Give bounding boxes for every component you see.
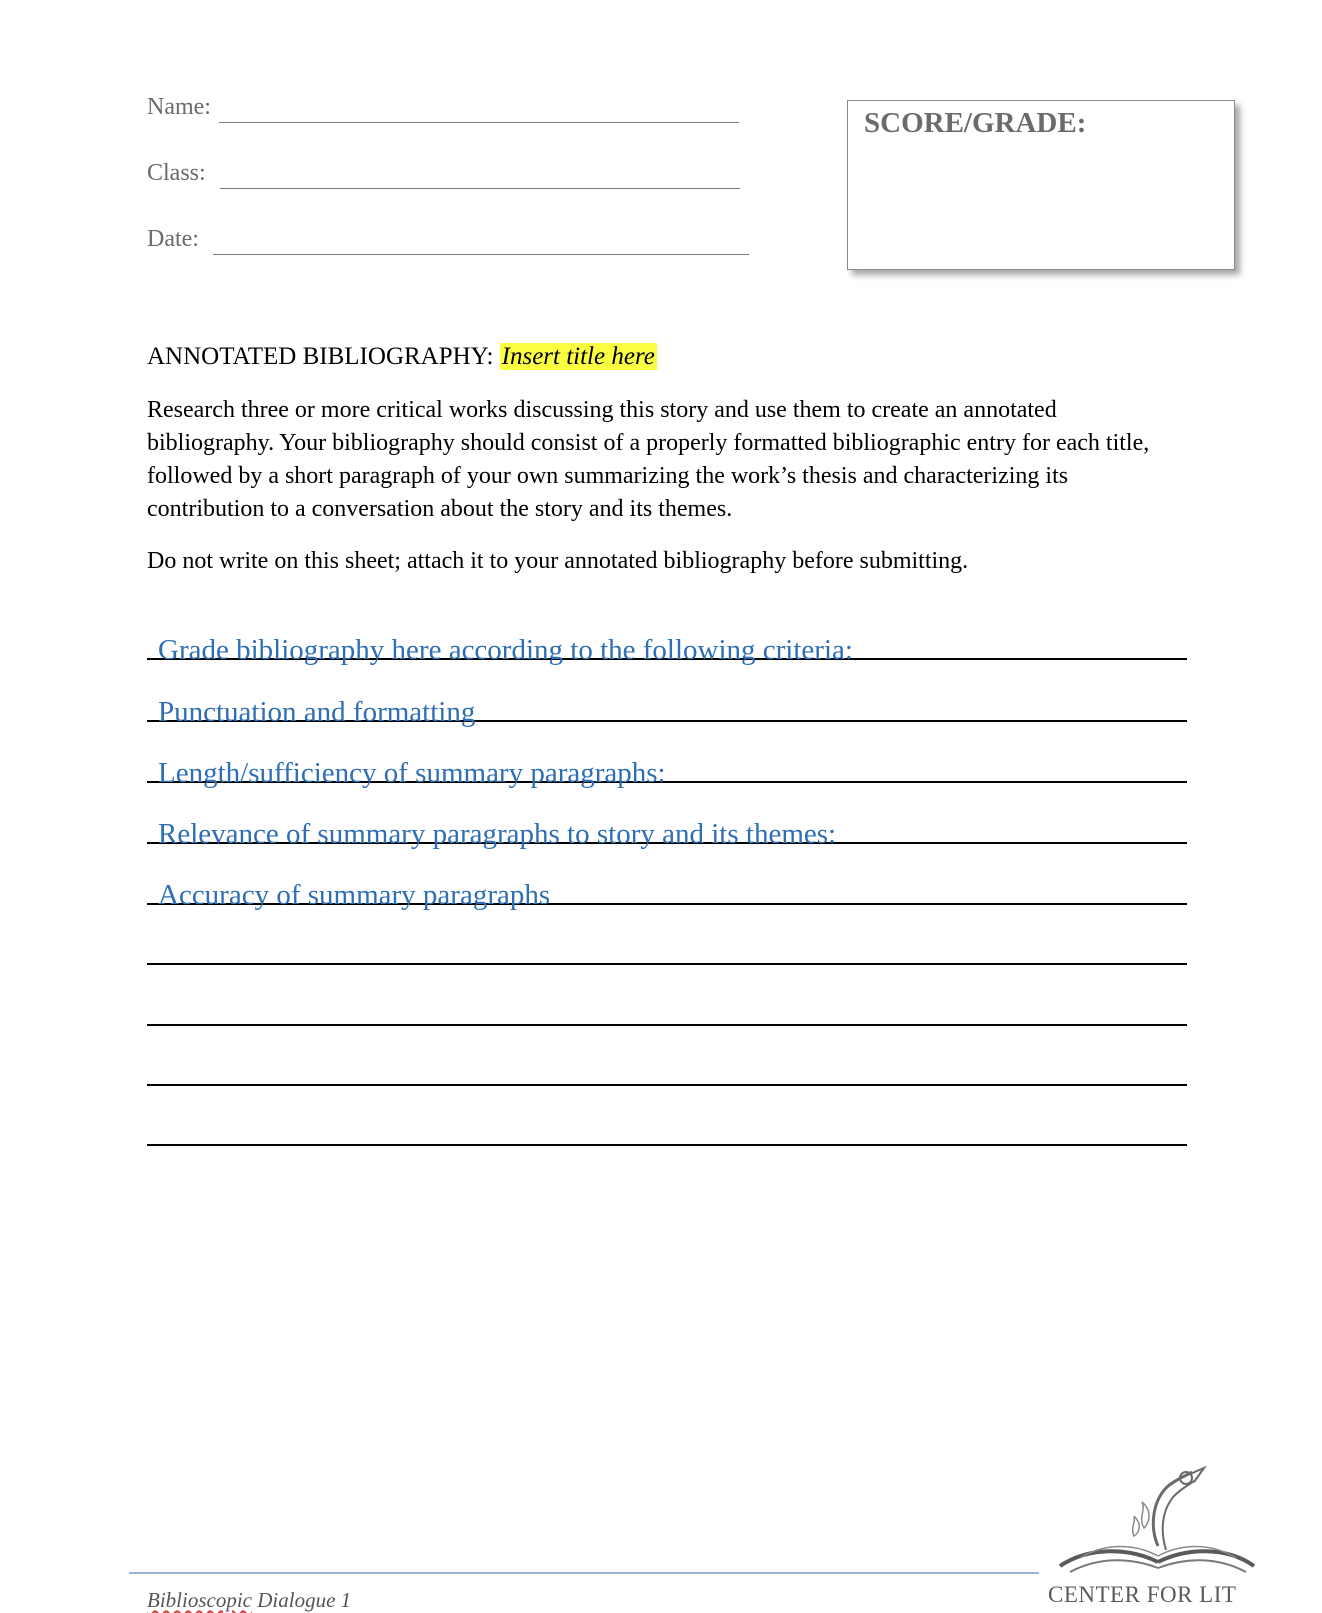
date-line[interactable] <box>213 228 749 255</box>
criteria-line-1 <box>147 622 1187 666</box>
score-grade-label: SCORE/GRADE: <box>864 107 1087 139</box>
date-field[interactable] <box>147 226 749 255</box>
title-placeholder: Insert title here <box>501 343 655 370</box>
name-field[interactable] <box>147 94 739 123</box>
blank-line[interactable] <box>147 1084 1187 1086</box>
instructions-paragraph: Research three or more critical works discussing this story and use them to create an annotated bibliography. Your bibliography should consist of a properly formatted bibliographic entry for each title, followed by a short paragraph of your own summarizing the work’s thesis and characterizing its contribution to a conversation about the story and its themes. <box>147 397 1150 522</box>
criteria-line-4 <box>147 806 1187 850</box>
blank-line[interactable] <box>147 1024 1187 1026</box>
criteria-relevance: Relevance of summary paragraphs to story and its themes: <box>158 818 837 850</box>
criteria-accuracy: Accuracy of summary paragraphs <box>158 879 551 911</box>
criteria-length: Length/sufficiency of summary paragraphs: <box>158 757 666 789</box>
criteria-intro: Grade bibliography here according to the following criteria: <box>158 634 853 666</box>
assignment-heading <box>147 343 657 371</box>
blank-line[interactable] <box>147 1144 1187 1146</box>
logo-text: CENTER FOR LIT <box>1048 1582 1237 1607</box>
date-label: Date: <box>147 226 199 252</box>
name-line[interactable] <box>219 96 739 123</box>
criteria-punctuation: Punctuation and formatting <box>158 696 476 728</box>
score-grade-box <box>847 100 1235 270</box>
heading-prefix: ANNOTATED BIBLIOGRAPHY: <box>147 343 494 370</box>
class-line[interactable] <box>220 162 740 189</box>
blank-line[interactable] <box>147 963 1187 965</box>
footer-title-rest: Dialogue 1 <box>251 1588 352 1612</box>
submission-note: Do not write on this sheet; attach it to your annotated bibliography before submitting. <box>147 548 969 574</box>
name-label: Name: <box>147 94 211 120</box>
criteria-line-5 <box>147 867 1187 911</box>
criteria-line-2 <box>147 684 1187 728</box>
footer-title-word: Biblioscopic <box>147 1588 252 1612</box>
footer-document-title <box>147 1588 351 1613</box>
class-label: Class: <box>147 160 206 186</box>
footer-rule <box>129 1572 1039 1574</box>
criteria-line-3 <box>147 745 1187 789</box>
center-for-lit-logo <box>1040 1458 1270 1608</box>
class-field[interactable] <box>147 160 740 189</box>
pelican-book-icon <box>1040 1458 1270 1583</box>
